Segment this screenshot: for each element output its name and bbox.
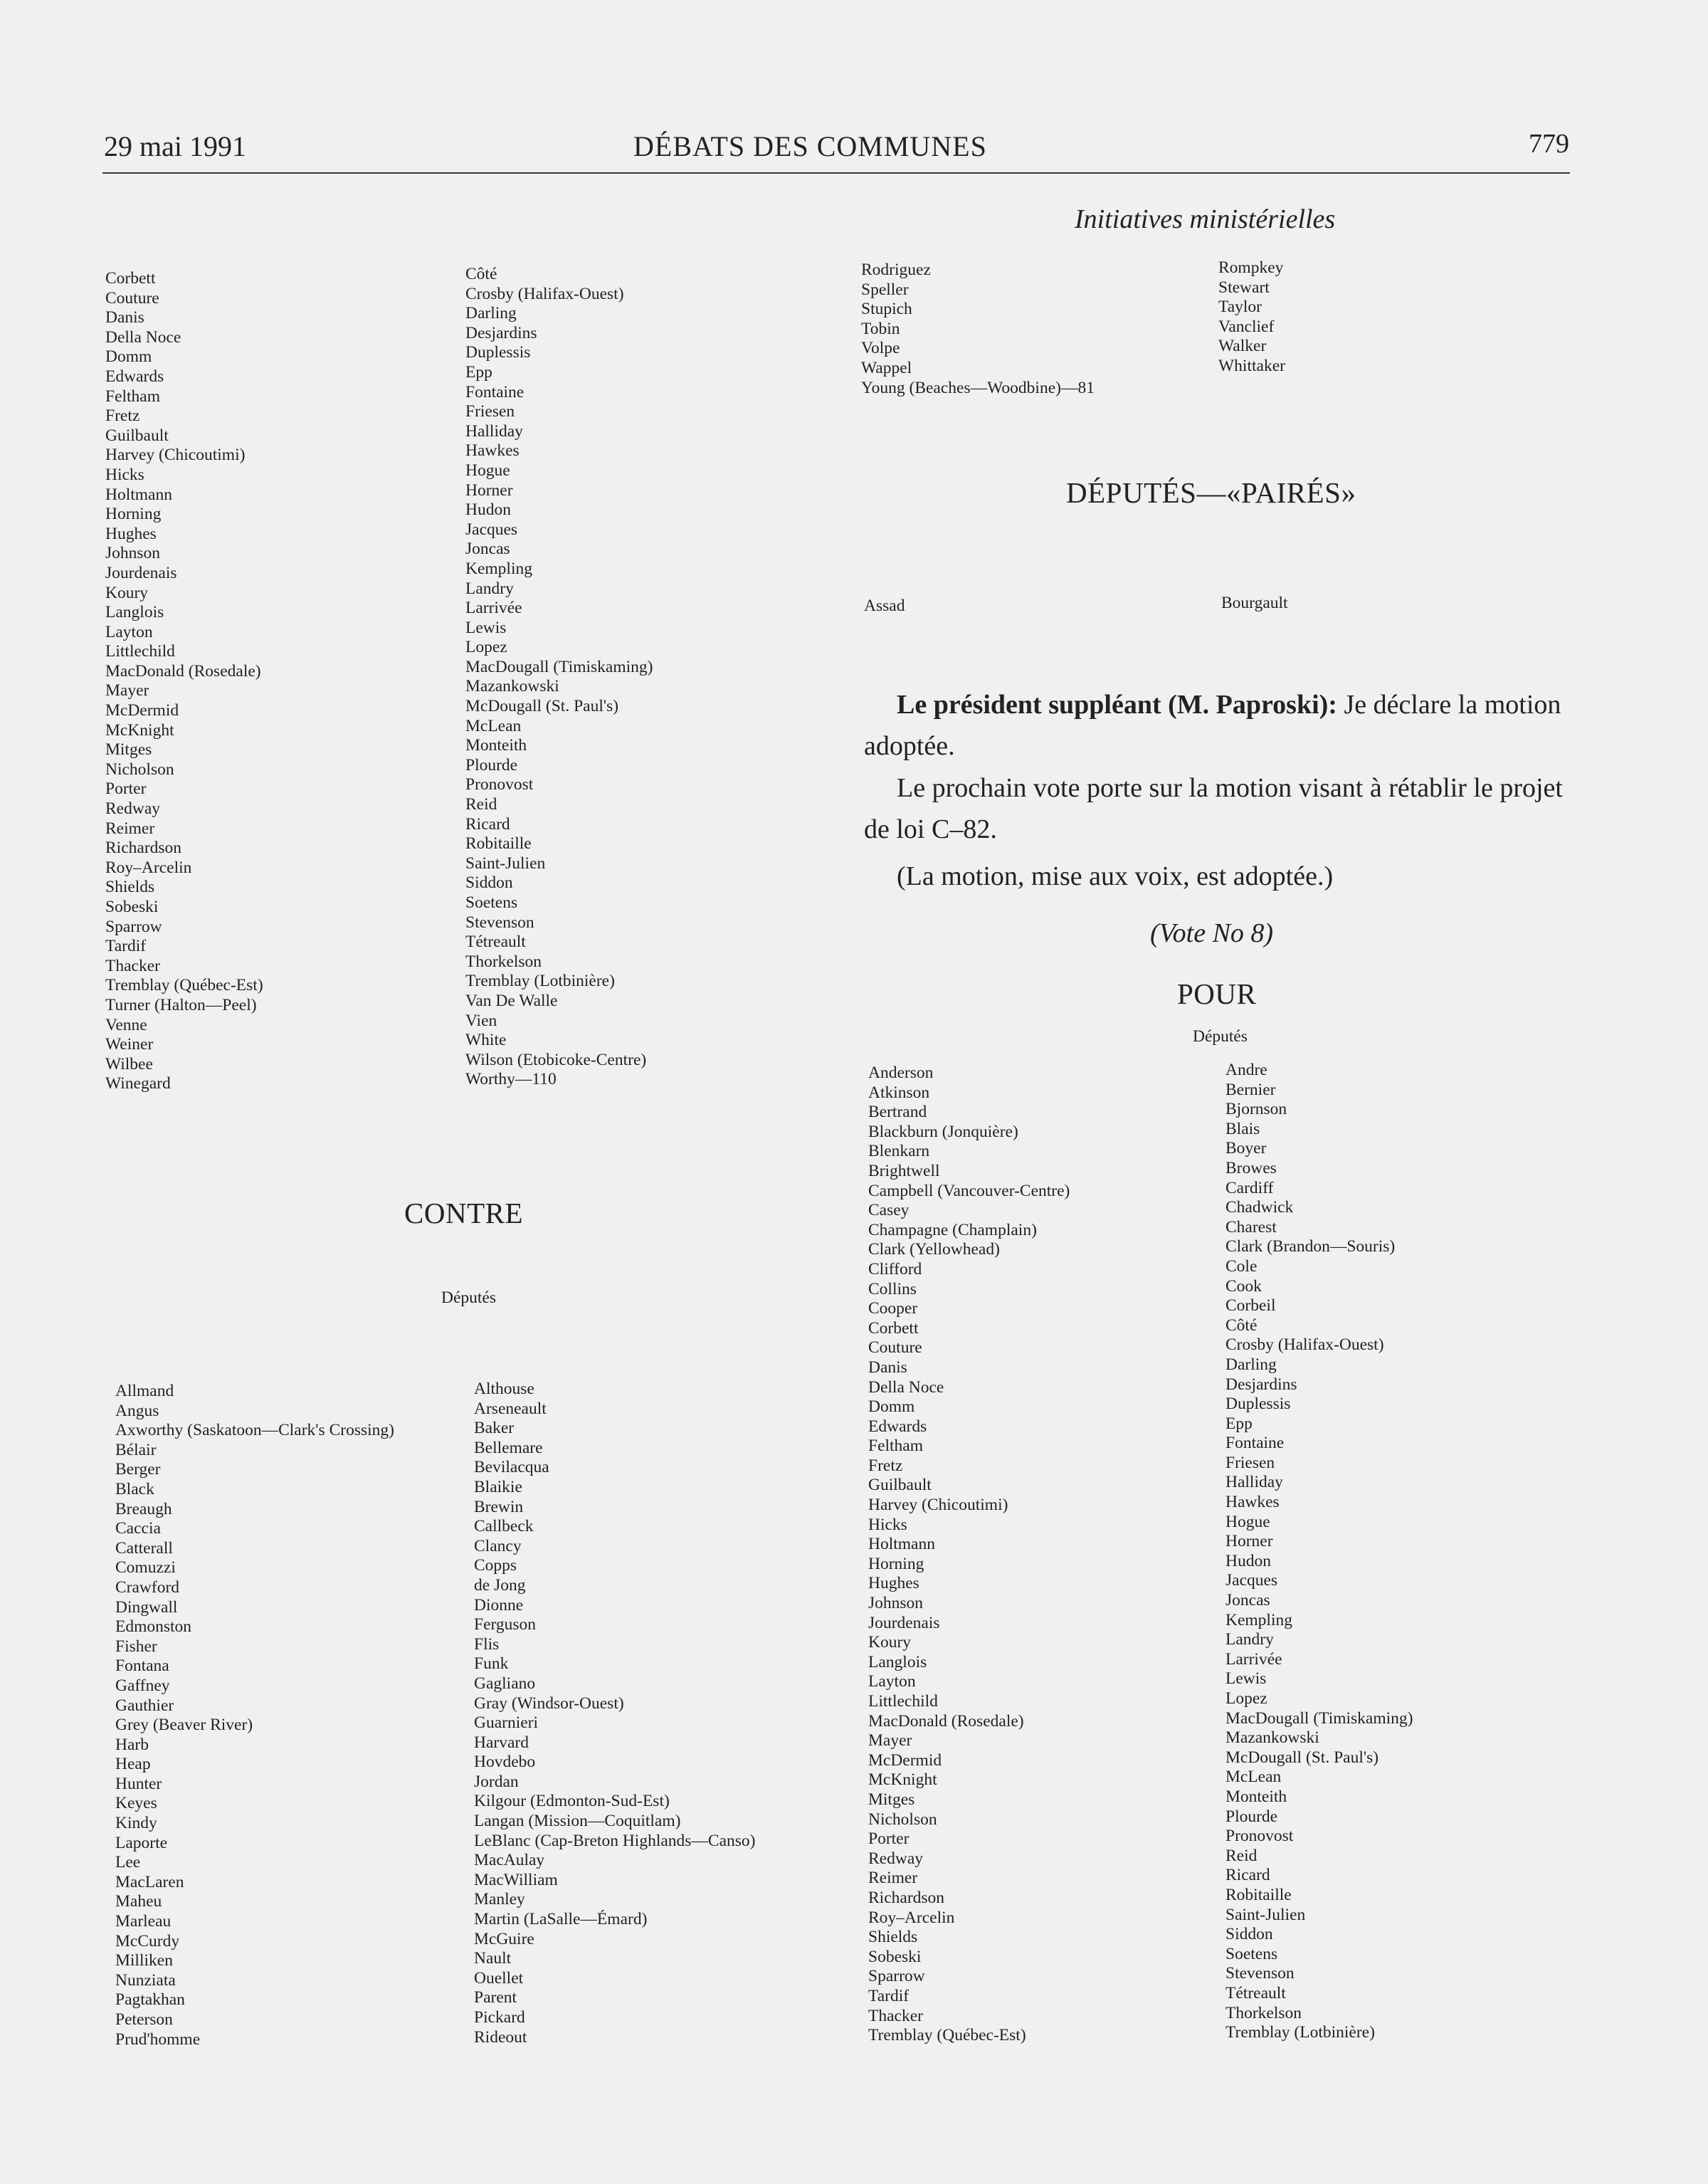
member-name: Horning (105, 505, 162, 524)
pour-col2 (1225, 1061, 1413, 2043)
member-name: Hudon (465, 500, 511, 520)
member-name: Corbett (868, 1318, 919, 1338)
member-name: Dionne (474, 1595, 524, 1615)
member-name: Caccia (115, 1519, 161, 1538)
member-name: Holtmann (105, 485, 172, 504)
member-name: de Jong (474, 1575, 526, 1595)
member-name: Clark (Brandon—Souris) (1225, 1237, 1396, 1256)
member-name: Blackburn (Jonquière) (868, 1122, 1018, 1141)
member-name: Stevenson (465, 913, 534, 932)
member-name: Whittaker (1218, 356, 1285, 375)
left-top-col1 (105, 269, 263, 1094)
member-name: Fisher (115, 1637, 157, 1656)
member-name: Rodriguez (861, 261, 931, 279)
member-name: Young (Beaches—Woodbine)—81 (861, 378, 1095, 397)
member-name: Shields (868, 1928, 918, 1947)
member-name: MacDonald (Rosedale) (868, 1711, 1024, 1731)
member-name: Wappel (861, 358, 912, 377)
member-name: Edwards (105, 367, 164, 386)
member-name: Duplessis (1225, 1395, 1291, 1414)
member-name: Hughes (105, 524, 157, 543)
member-name: Lopez (1225, 1689, 1267, 1708)
member-name: Chadwick (1225, 1198, 1294, 1217)
member-name: Keyes (115, 1794, 157, 1813)
member-name: Darling (1225, 1355, 1277, 1374)
member-name: Koury (868, 1633, 912, 1652)
member-name: Callbeck (474, 1517, 534, 1536)
member-name: Baker (474, 1419, 515, 1438)
member-name: Speller (861, 280, 909, 299)
member-name: Harvey (Chicoutimi) (868, 1496, 1008, 1515)
member-name: MacDougall (Timiskaming) (1225, 1708, 1413, 1728)
contre-subheading: Députés (441, 1288, 497, 1307)
member-name: McKnight (105, 720, 174, 740)
member-name: Winegard (105, 1074, 171, 1093)
member-name: Hawkes (1225, 1493, 1280, 1512)
member-name: Horning (868, 1554, 924, 1573)
page-title: DÉBATS DES COMMUNES (633, 130, 987, 162)
member-name: Brewin (474, 1497, 524, 1516)
member-name: Bevilacqua (474, 1458, 549, 1477)
member-name: Blais (1225, 1119, 1260, 1138)
pour-subheading: Députés (1193, 1027, 1248, 1046)
member-name: Reimer (105, 819, 155, 838)
member-name: Soetens (465, 893, 518, 912)
member-name: Tremblay (Lotbinière) (1225, 2023, 1375, 2042)
member-name: Domm (868, 1397, 915, 1417)
member-name: Gauthier (115, 1696, 174, 1715)
member-name: Mitges (868, 1790, 915, 1809)
member-name: Reimer (868, 1869, 918, 1888)
member-name: Nicholson (105, 760, 174, 779)
member-name: Tobin (861, 319, 900, 338)
member-name: Taylor (1218, 298, 1262, 317)
member-name: Couture (105, 288, 159, 308)
member-name: Milliken (115, 1951, 173, 1970)
speaker-statement: Je déclare la motion adoptée. (864, 690, 1561, 761)
member-name: Desjardins (1225, 1375, 1297, 1394)
member-name: Soetens (1225, 1944, 1278, 1963)
pour-heading: POUR (1177, 977, 1257, 1010)
member-name: Crosby (Halifax-Ouest) (1225, 1335, 1384, 1355)
member-name: Walker (1218, 337, 1267, 356)
member-name: Hawkes (465, 441, 520, 461)
member-name: Guarnieri (474, 1713, 539, 1733)
member-name: Tétreault (1225, 1983, 1286, 2002)
member-name: Venne (105, 1015, 147, 1034)
member-name: Côté (465, 265, 497, 283)
member-name: McKnight (868, 1770, 937, 1790)
member-name: Thorkelson (1225, 2003, 1302, 2022)
member-name: Weiner (105, 1035, 154, 1054)
member-name: Vien (465, 1011, 497, 1030)
member-name: Black (115, 1479, 154, 1498)
member-name: Lee (115, 1853, 141, 1872)
member-name: McCurdy (115, 1931, 180, 1951)
member-name: Thacker (105, 956, 160, 975)
member-name: Tremblay (Québec-Est) (105, 976, 263, 995)
member-name: Charest (1225, 1217, 1277, 1237)
member-name: Gagliano (474, 1674, 536, 1693)
member-name: Collins (868, 1279, 917, 1298)
member-name: Cardiff (1225, 1178, 1274, 1197)
member-name: Lewis (1225, 1669, 1267, 1689)
member-name: Worthy—110 (465, 1070, 557, 1089)
member-name: Robitaille (1225, 1885, 1292, 1904)
vote-number: (Vote No 8) (1150, 918, 1274, 948)
member-name: Sparrow (868, 1967, 925, 1986)
member-name: Littlechild (105, 642, 175, 661)
member-name: Fretz (105, 406, 140, 426)
member-name: Saint-Julien (1225, 1905, 1306, 1924)
member-name: Koury (105, 583, 149, 602)
member-name: Sobeski (868, 1947, 922, 1966)
member-name: Turner (Halton—Peel) (105, 995, 257, 1014)
member-name: Layton (868, 1672, 916, 1691)
member-name: Blaikie (474, 1477, 522, 1496)
member-name: Danis (105, 308, 144, 327)
member-name: Van De Walle (465, 991, 558, 1010)
member-name: Hogue (465, 461, 510, 480)
member-name: Monteith (1225, 1787, 1287, 1806)
member-name: Wilson (Etobicoke-Centre) (465, 1050, 647, 1069)
member-name: Fretz (868, 1456, 903, 1475)
member-name: Della Noce (105, 327, 181, 347)
member-name: Champagne (Champlain) (868, 1220, 1037, 1239)
member-name: Ricard (1225, 1866, 1270, 1885)
member-name: Epp (1225, 1414, 1253, 1433)
member-name: Catterall (115, 1538, 173, 1558)
member-name: Pronovost (1225, 1827, 1294, 1846)
member-name: Mitges (105, 740, 152, 760)
member-name: Richardson (105, 839, 182, 858)
member-name: Brightwell (868, 1161, 940, 1180)
member-name: Mayer (868, 1731, 912, 1750)
paires-col2 (1221, 594, 1288, 614)
member-name: Althouse (474, 1380, 534, 1398)
member-name: Jacques (1225, 1571, 1278, 1590)
member-name: Kindy (115, 1814, 157, 1833)
member-name: Redway (868, 1849, 924, 1868)
member-name: Kempling (465, 559, 532, 578)
member-name: Larrivée (465, 599, 522, 618)
member-name: Tremblay (Québec-Est) (868, 2026, 1026, 2045)
member-name: Ricard (465, 814, 510, 834)
member-name: Wilbee (105, 1054, 153, 1073)
member-name: Edwards (868, 1417, 927, 1436)
member-name: Guilbault (105, 426, 169, 445)
member-name: Manley (474, 1890, 525, 1909)
member-name: Thacker (868, 2006, 923, 2025)
member-name: Hunter (115, 1774, 162, 1793)
member-name: Hudon (1225, 1551, 1271, 1570)
member-name: MacWilliam (474, 1870, 558, 1889)
member-name: Fontaine (465, 382, 524, 401)
member-name: Sobeski (105, 898, 159, 916)
member-name: Stewart (1218, 278, 1270, 297)
member-name: Danis (868, 1358, 907, 1377)
member-name: Tardif (868, 1986, 910, 2005)
member-name: Tétreault (465, 933, 526, 952)
paires-col1 (864, 597, 905, 616)
member-name: Edmonston (115, 1617, 192, 1637)
member-name: Campbell (Vancouver-Centre) (868, 1181, 1070, 1200)
member-name: Hovdebo (474, 1753, 536, 1772)
member-name: Allmand (115, 1382, 174, 1400)
member-name: Nunziata (115, 1970, 176, 1990)
member-name: Friesen (465, 402, 515, 421)
member-name: Flis (474, 1634, 500, 1654)
member-name: Dingwall (115, 1597, 178, 1617)
member-name: Littlechild (868, 1692, 938, 1711)
member-name: Prud'homme (115, 2030, 201, 2049)
member-name: Bernier (1225, 1080, 1276, 1099)
paires-heading: DÉPUTÉS—«PAIRÉS» (1066, 476, 1356, 509)
speaker-name: Le président suppléant (M. Paproski): (897, 690, 1337, 720)
member-name: Johnson (105, 544, 161, 563)
member-name: Reid (465, 795, 497, 814)
member-name: Plourde (1225, 1807, 1278, 1826)
member-name: Crawford (115, 1577, 180, 1597)
member-name: Stevenson (1225, 1964, 1295, 1983)
member-name: Jacques (465, 520, 518, 539)
member-name: Cole (1225, 1256, 1258, 1276)
pour-col1 (868, 1064, 1070, 2046)
member-name: Hicks (105, 465, 144, 484)
member-name: Bjornson (1225, 1100, 1287, 1119)
member-name: Reid (1225, 1846, 1258, 1865)
member-name: McLean (465, 716, 522, 735)
member-name: Blenkarn (868, 1142, 930, 1161)
member-name: Volpe (861, 339, 900, 358)
member-name: Richardson (868, 1888, 945, 1907)
member-name: Langan (Mission—Coquitlam) (474, 1812, 681, 1831)
member-name: Bertrand (868, 1103, 927, 1122)
member-name: Andre (1225, 1061, 1267, 1079)
member-name: Siddon (1225, 1925, 1273, 1944)
contre-heading: CONTRE (404, 1197, 523, 1229)
member-name: Axworthy (Saskatoon—Clark's Crossing) (115, 1421, 394, 1440)
member-name: Darling (465, 304, 517, 323)
member-name: Stupich (861, 300, 912, 319)
member-name: Atkinson (868, 1083, 930, 1102)
member-name: McDermid (868, 1750, 942, 1770)
section-label: Initiatives ministérielles (1075, 204, 1336, 234)
member-name: MacDonald (Rosedale) (105, 661, 261, 681)
member-name: Saint-Julien (465, 854, 546, 873)
member-name: Langlois (868, 1652, 927, 1671)
member-name: Browes (1225, 1158, 1277, 1177)
member-name: McDermid (105, 701, 179, 720)
member-name: Nault (474, 1949, 512, 1968)
member-name: Langlois (105, 603, 164, 622)
member-name: Couture (868, 1338, 922, 1358)
member-name: Larrivée (1225, 1649, 1282, 1669)
member-name: Pickard (474, 2008, 525, 2027)
member-name: Arseneault (474, 1399, 547, 1418)
member-name: Shields (105, 878, 155, 897)
member-name: Sparrow (105, 917, 162, 936)
contre-col1 (115, 1382, 394, 2049)
member-name: Layton (105, 622, 153, 641)
member-name: Hicks (868, 1515, 907, 1534)
member-name: Lewis (465, 618, 507, 637)
member-name: Bélair (115, 1440, 157, 1459)
member-name: Feltham (868, 1437, 924, 1456)
member-name: Assad (864, 597, 905, 615)
page-number: 779 (1529, 129, 1569, 159)
member-name: Rompkey (1218, 258, 1284, 277)
member-name: Roy–Arcelin (105, 858, 192, 877)
header-rule (102, 172, 1570, 174)
member-name: Mazankowski (465, 677, 559, 696)
member-name: Clark (Yellowhead) (868, 1240, 1000, 1259)
member-name: McGuire (474, 1929, 534, 1948)
member-name: McLean (1225, 1768, 1282, 1787)
member-name: Robitaille (465, 834, 532, 854)
member-name: Cooper (868, 1299, 918, 1318)
member-name: Fontaine (1225, 1434, 1285, 1453)
member-name: Epp (465, 362, 492, 382)
member-name: Landry (465, 579, 514, 598)
member-name: Corbett (105, 269, 156, 288)
member-name: Duplessis (465, 343, 531, 362)
member-name: Funk (474, 1654, 509, 1674)
member-name: Angus (115, 1401, 159, 1420)
member-name: Kilgour (Edmonton-Sud-Est) (474, 1792, 670, 1811)
member-name: Anderson (868, 1064, 934, 1082)
motion-result: (La motion, mise aux voix, est adoptée.) (897, 861, 1334, 891)
member-name: Bellemare (474, 1438, 543, 1457)
member-name: Roy–Arcelin (868, 1908, 955, 1927)
member-name: Bourgault (1221, 594, 1288, 612)
member-name: Maheu (115, 1892, 162, 1911)
member-name: Kempling (1225, 1610, 1292, 1629)
member-name: Vanclief (1218, 317, 1275, 336)
member-name: Casey (868, 1201, 910, 1220)
member-name: Tardif (105, 937, 147, 956)
member-name: Heap (115, 1755, 151, 1774)
member-name: Friesen (1225, 1453, 1275, 1472)
member-name: MacDougall (Timiskaming) (465, 657, 653, 676)
member-name: Harb (115, 1735, 149, 1754)
member-name: Hughes (868, 1574, 919, 1593)
member-name: MacAulay (474, 1851, 545, 1870)
member-name: Marleau (115, 1912, 172, 1931)
member-name: Thorkelson (465, 952, 542, 971)
member-name: Porter (868, 1829, 910, 1849)
member-name: Monteith (465, 736, 527, 755)
right-top-col2 (1218, 258, 1285, 377)
member-name: MacLaren (115, 1872, 184, 1891)
member-name: Clifford (868, 1259, 922, 1279)
member-name: Feltham (105, 387, 161, 406)
member-name: Breaugh (115, 1499, 172, 1518)
member-name: Johnson (868, 1594, 924, 1613)
member-name: Nicholson (868, 1810, 937, 1829)
member-name: Lopez (465, 638, 507, 657)
member-name: Berger (115, 1460, 161, 1479)
next-vote-paragraph: Le prochain vote porte sur la motion visant à rétablir le projet de loi C–82. (864, 773, 1563, 844)
member-name: Joncas (465, 540, 510, 559)
member-name: Della Noce (868, 1377, 944, 1397)
left-top-col2 (465, 265, 653, 1090)
member-name: Joncas (1225, 1591, 1270, 1610)
member-name: Jourdenais (868, 1613, 940, 1632)
member-name: Jordan (474, 1772, 519, 1791)
member-name: McDougall (St. Paul's) (465, 697, 619, 716)
member-name: Porter (105, 779, 147, 799)
member-name: Martin (LaSalle—Émard) (474, 1910, 648, 1929)
member-name: Parent (474, 1988, 517, 2007)
member-name: Halliday (1225, 1473, 1283, 1492)
member-name: Ouellet (474, 1968, 524, 1988)
member-name: Domm (105, 347, 152, 367)
member-name: Ferguson (474, 1615, 537, 1634)
member-name: Siddon (465, 873, 513, 893)
member-name: LeBlanc (Cap-Breton Highlands—Canso) (474, 1831, 756, 1850)
contre-col2 (474, 1380, 756, 2047)
member-name: White (465, 1031, 507, 1050)
member-name: Halliday (465, 421, 523, 441)
member-name: Tremblay (Lotbinière) (465, 972, 615, 991)
member-name: Corbeil (1225, 1296, 1276, 1316)
member-name: Pronovost (465, 775, 534, 794)
member-name: Boyer (1225, 1139, 1267, 1158)
member-name: Pagtakhan (115, 1990, 185, 2010)
member-name: Harvard (474, 1733, 529, 1752)
member-name: Redway (105, 799, 161, 819)
member-name: McDougall (St. Paul's) (1225, 1748, 1379, 1767)
member-name: Horner (1225, 1532, 1273, 1551)
speaker-paragraph (864, 684, 1590, 767)
member-name: Horner (465, 481, 513, 500)
member-name: Plourde (465, 755, 518, 775)
member-name: Fontana (115, 1657, 169, 1676)
member-name: Landry (1225, 1630, 1274, 1649)
member-name: Clancy (474, 1536, 522, 1555)
member-name: Gaffney (115, 1676, 170, 1695)
member-name: Mayer (105, 681, 149, 700)
member-name: Jourdenais (105, 563, 177, 582)
right-top-col1 (861, 261, 1095, 398)
page-date: 29 mai 1991 (104, 130, 246, 162)
member-name: Harvey (Chicoutimi) (105, 446, 246, 465)
member-name: Holtmann (868, 1535, 935, 1554)
member-name: Peterson (115, 2010, 173, 2029)
member-name: Copps (474, 1556, 517, 1575)
member-name: Crosby (Halifax-Ouest) (465, 284, 624, 303)
member-name: Guilbault (868, 1476, 932, 1495)
member-name: Hogue (1225, 1512, 1270, 1531)
member-name: Comuzzi (115, 1558, 176, 1577)
member-name: Laporte (115, 1833, 168, 1852)
member-name: Côté (1225, 1316, 1258, 1335)
member-name: Mazankowski (1225, 1728, 1319, 1748)
member-name: Rideout (474, 2027, 527, 2047)
member-name: Gray (Windsor-Ouest) (474, 1694, 624, 1713)
member-name: Cook (1225, 1276, 1262, 1296)
member-name: Grey (Beaver River) (115, 1716, 253, 1735)
member-name: Desjardins (465, 323, 537, 342)
